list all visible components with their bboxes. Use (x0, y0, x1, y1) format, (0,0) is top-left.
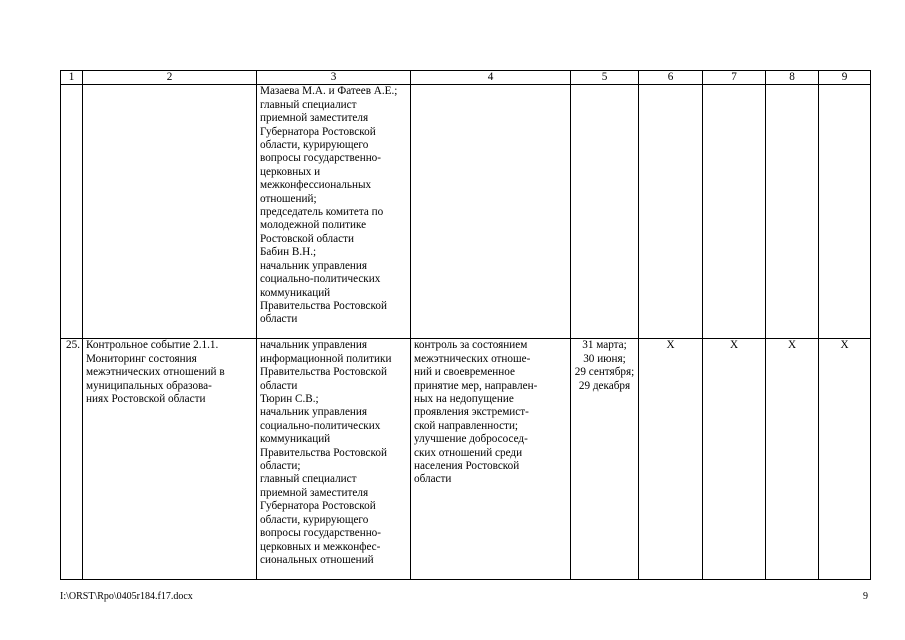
dates-cell (571, 339, 639, 580)
date-line: 30 июня; (583, 352, 626, 365)
row-number: 25. (61, 339, 83, 580)
header-cell-6: 6 (639, 71, 703, 85)
cell-line: начальник управления (260, 406, 368, 419)
cell-line: области, курирующего (260, 139, 369, 152)
cell-line: улучшение добрососед- (414, 433, 528, 446)
header-cell-7: 7 (703, 71, 766, 85)
cell-line: молодежной политике (260, 219, 367, 232)
cell-line: Ростовской области (260, 232, 354, 245)
cont-cell-9 (819, 85, 871, 339)
cell-line: вопросы государственно- (260, 152, 382, 165)
cell-line: коммуникаций (260, 286, 331, 299)
cell-line: Губернатора Ростовской (260, 500, 376, 513)
cell-line: проявления экстремист- (414, 406, 529, 419)
cell-line: социально-политических (260, 273, 381, 286)
cont-cell-7 (703, 85, 766, 339)
cell-line: населения Ростовской (414, 460, 520, 473)
cell-line: главный специалист (260, 98, 357, 111)
cell-line: сиональных отношений (260, 553, 374, 566)
cell-line: межконфессиональных (260, 179, 372, 192)
header-cell-8: 8 (766, 71, 819, 85)
cell-line: начальник управления (260, 339, 368, 352)
cell-line: межэтнических отношений в (86, 366, 225, 379)
cont-cell-1 (61, 85, 83, 339)
cell-line: ских отношений среди (414, 446, 523, 459)
cont-cell-3 (257, 85, 411, 339)
cell-line: ской направленности; (414, 419, 519, 432)
result-cell (411, 339, 571, 580)
cell-line: области (414, 473, 452, 486)
cell-line: принятие мер, направлен- (414, 379, 538, 392)
event-name-cell (83, 339, 257, 580)
cell-line: церковных и (260, 165, 321, 178)
date-line: 31 марта; (582, 339, 627, 352)
table-row-25 (61, 339, 871, 580)
date-line: 29 декабря (578, 379, 631, 392)
cell-line: межэтнических отноше- (414, 352, 531, 365)
cell-line: Правительства Ростовской (260, 366, 387, 379)
cell-line: Тюрин С.В.; (260, 393, 319, 406)
cell-line: области (260, 379, 298, 392)
cell-line: ных на недопущение (414, 393, 514, 406)
cont-cell-2 (83, 85, 257, 339)
mark-cell-9: Х (819, 339, 871, 580)
responsible-cell (257, 339, 411, 580)
header-cell-2: 2 (83, 71, 257, 85)
mark-cell-7: Х (703, 339, 766, 580)
cell-line: Правительства Ростовской (260, 299, 387, 312)
cont-cell-6 (639, 85, 703, 339)
cell-line: Мазаева М.А. и Фатеев А.Е.; (260, 85, 398, 98)
cell-line: области, курирующего (260, 513, 369, 526)
page-number: 9 (863, 591, 868, 602)
cell-line: ниях Ростовской области (86, 393, 206, 406)
cell-line: социально-политических (260, 419, 381, 432)
table-row-continuation (61, 85, 871, 339)
cell-line: начальник управления (260, 259, 368, 272)
cell-line: председатель комитета по (260, 206, 384, 219)
cell-line: приемной заместителя (260, 112, 369, 125)
cell-line: вопросы государственно- (260, 527, 382, 540)
cell-line: отношений; (260, 192, 317, 205)
cell-line: Бабин В.Н.; (260, 246, 317, 259)
cell-line: муниципальных образова- (86, 379, 212, 392)
cell-line: области; (260, 460, 301, 473)
table-header-row (61, 71, 871, 85)
cont-cell-5 (571, 85, 639, 339)
header-cell-5: 5 (571, 71, 639, 85)
cell-line: Мониторинг состояния (86, 352, 197, 365)
cell-line: Правительства Ростовской (260, 446, 387, 459)
cell-line: области (260, 313, 298, 326)
cell-line: информационной политики (260, 352, 392, 365)
header-cell-1: 1 (61, 71, 83, 85)
document-table (60, 70, 871, 580)
mark-cell-6: Х (639, 339, 703, 580)
header-cell-3: 3 (257, 71, 411, 85)
cont-cell-4 (411, 85, 571, 339)
file-path-footer: I:\ORST\Rpo\0405r184.f17.docx (60, 591, 193, 602)
cell-line: главный специалист (260, 473, 357, 486)
cont-cell-8 (766, 85, 819, 339)
header-cell-9: 9 (819, 71, 871, 85)
cell-line: контроль за состоянием (414, 339, 528, 352)
cell-line: Губернатора Ростовской (260, 125, 376, 138)
mark-cell-8: Х (766, 339, 819, 580)
header-cell-4: 4 (411, 71, 571, 85)
date-line: 29 сентября; (574, 366, 635, 379)
cell-line: ний и своевременное (414, 366, 515, 379)
cell-line: церковных и межконфес- (260, 540, 381, 553)
cell-line: коммуникаций (260, 433, 331, 446)
cell-line: Контрольное событие 2.1.1. (86, 339, 219, 352)
cell-line: приемной заместителя (260, 486, 369, 499)
